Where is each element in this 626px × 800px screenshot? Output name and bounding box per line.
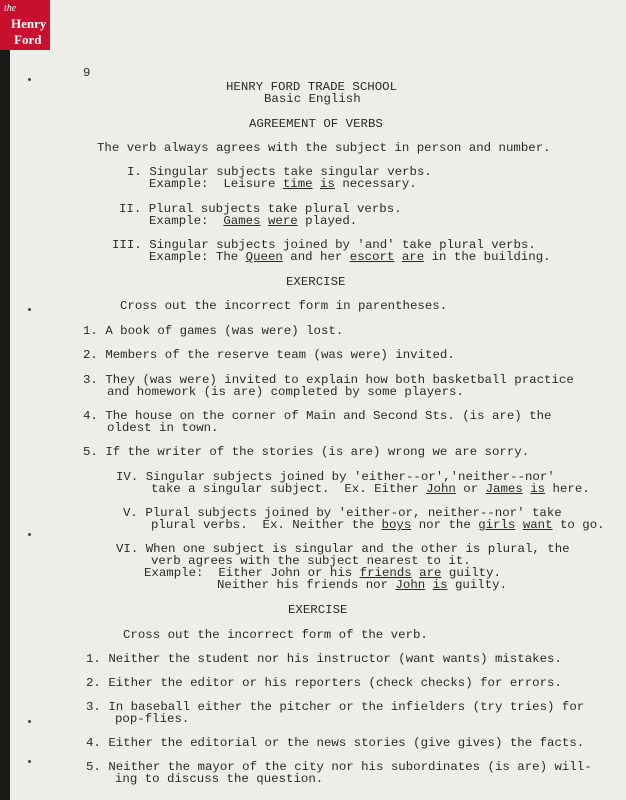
course-name: Basic English (264, 92, 361, 106)
exercise-1-instruction: Cross out the incorrect form in parentheses. (120, 299, 448, 313)
exercise-2-heading: EXERCISE (288, 603, 348, 617)
rule-6-example-2: Neither his friends nor John is guilty. (217, 578, 508, 592)
exercise-item: 2. Either the editor or his reporters (check checks) for errors. (86, 676, 562, 690)
rule-5: V. Plural subjects joined by 'either-or, neither--nor' take (123, 506, 562, 520)
logo-ford: Ford (14, 32, 42, 47)
school-name: HENRY FORD TRADE SCHOOL (226, 80, 398, 94)
rule-6-text: verb agrees with the subject nearest to it. (151, 554, 471, 568)
rule-4: IV. Singular subjects joined by 'either--or','neither--nor' (116, 470, 555, 484)
scan-edge (0, 0, 10, 800)
rule-text: Singular subjects take singular verbs. (149, 165, 432, 179)
rule-number: III. (112, 238, 142, 252)
page-number: 9 (83, 66, 91, 80)
exercise-item-cont: oldest in town. (107, 421, 219, 435)
rule-5-example: plural verbs. Ex. Neither the boys nor the girls want to go. (151, 518, 605, 532)
rule-number: VI. (116, 542, 139, 556)
logo-the: the (4, 3, 17, 14)
page-title: AGREEMENT OF VERBS (249, 117, 383, 131)
document-page (10, 0, 626, 800)
punch-mark (28, 78, 31, 81)
exercise-item: 5. If the writer of the stories (is are) wrong we are sorry. (83, 445, 530, 459)
exercise-item: 4. The house on the corner of Main and Second Sts. (is are) the (83, 409, 552, 423)
rule-6-example: Example: Either John or his friends are guilty. (144, 566, 501, 580)
rule-number: IV. (116, 470, 139, 484)
rule-text: Plural subjects take plural verbs. (148, 202, 402, 216)
punch-mark (28, 308, 31, 311)
exercise-item: 4. Either the editorial or the news stories (give gives) the facts. (86, 736, 585, 750)
exercise-item: 1. Neither the student nor his instructor (want wants) mistakes. (86, 652, 562, 666)
exercise-item-cont: and homework (is are) completed by some players. (107, 385, 464, 399)
punch-mark (28, 760, 31, 763)
exercise-item-cont: ing to discuss the question. (115, 772, 324, 786)
henry-ford-logo (0, 0, 50, 50)
exercise-item: 5. Neither the mayor of the city nor his subordinates (is are) will- (86, 760, 592, 774)
exercise-item: 2. Members of the reserve team (was were) invited. (83, 348, 455, 362)
intro-text: The verb always agrees with the subject in person and number. (97, 141, 551, 155)
exercise-item: 1. A book of games (was were) lost. (83, 324, 344, 338)
rule-number: II. (119, 202, 142, 216)
rule-text: Singular subjects joined by 'and' take plural verbs. (149, 238, 536, 252)
punch-mark (28, 720, 31, 723)
logo-henry: Henry (11, 16, 47, 31)
rule-4-example: take a singular subject. Ex. Either John or James is here. (151, 482, 590, 496)
rule-number: V. (123, 506, 138, 520)
exercise-1-heading: EXERCISE (286, 275, 346, 289)
exercise-item: 3. In baseball either the pitcher or the infielders (try tries) for (86, 700, 585, 714)
rule-6: VI. When one subject is singular and the other is plural, the (116, 542, 570, 556)
rule-3-example: Example: The Queen and her escort are in the building. (149, 250, 551, 264)
punch-mark (28, 533, 31, 536)
exercise-2-instruction: Cross out the incorrect form of the verb. (123, 628, 428, 642)
exercise-item-cont: pop-flies. (115, 712, 190, 726)
rule-2-example: Example: Games were played. (149, 214, 358, 228)
exercise-item: 3. They (was were) invited to explain how both basketball practice (83, 373, 574, 387)
rule-number: I. (127, 165, 142, 179)
rule-1-example: Example: Leisure time is necessary. (149, 177, 417, 191)
